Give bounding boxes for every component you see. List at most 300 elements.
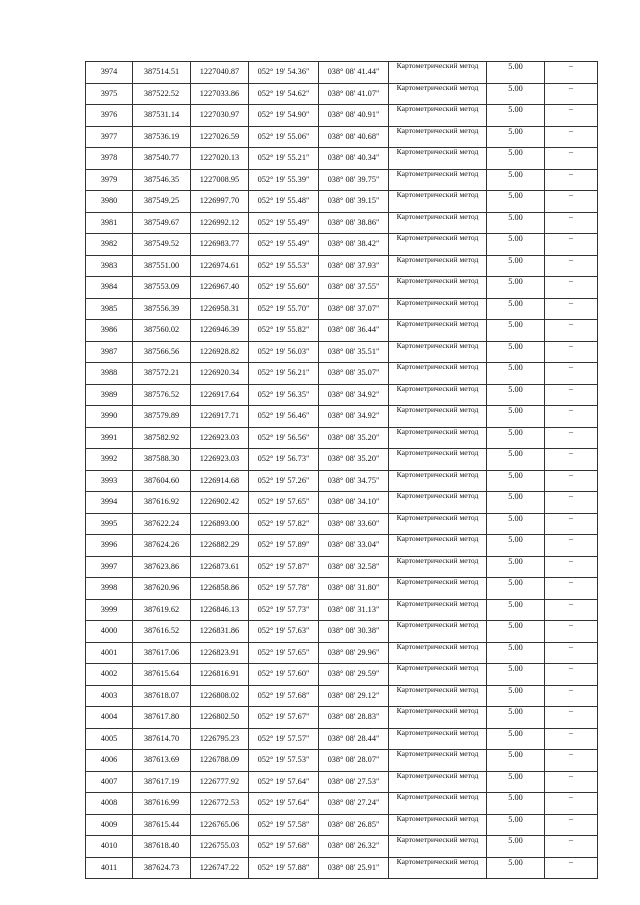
method-cell: Картометрический метод bbox=[389, 470, 487, 492]
coord-y-cell: 1226823.91 bbox=[191, 642, 249, 664]
table-row bbox=[86, 277, 598, 299]
point-number-cell: 3998 bbox=[86, 578, 133, 600]
accuracy-cell: 5.00 bbox=[487, 685, 545, 707]
table-row bbox=[86, 599, 598, 621]
method-cell: Картометрический метод bbox=[389, 664, 487, 686]
longitude-cell: 038° 08' 38.86" bbox=[319, 212, 389, 234]
method-cell: Картометрический метод bbox=[389, 535, 487, 557]
method-cell: Картометрический метод bbox=[389, 578, 487, 600]
latitude-cell: 052° 19' 57.26" bbox=[249, 470, 319, 492]
coord-x-cell: 387618.07 bbox=[133, 685, 191, 707]
accuracy-cell: 5.00 bbox=[487, 298, 545, 320]
accuracy-cell: 5.00 bbox=[487, 277, 545, 299]
latitude-cell: 052° 19' 57.73" bbox=[249, 599, 319, 621]
point-number-cell: 3997 bbox=[86, 556, 133, 578]
table-row bbox=[86, 449, 598, 471]
accuracy-cell: 5.00 bbox=[487, 449, 545, 471]
coord-y-cell: 1226967.40 bbox=[191, 277, 249, 299]
longitude-cell: 038° 08' 40.91" bbox=[319, 105, 389, 127]
note-cell: – bbox=[545, 728, 598, 750]
accuracy-cell: 5.00 bbox=[487, 836, 545, 858]
latitude-cell: 052° 19' 57.65" bbox=[249, 492, 319, 514]
method-cell: Картометрический метод bbox=[389, 341, 487, 363]
longitude-cell: 038° 08' 29.12" bbox=[319, 685, 389, 707]
latitude-cell: 052° 19' 57.68" bbox=[249, 685, 319, 707]
table-row bbox=[86, 470, 598, 492]
longitude-cell: 038° 08' 35.20" bbox=[319, 449, 389, 471]
table-row bbox=[86, 169, 598, 191]
point-number-cell: 3990 bbox=[86, 406, 133, 428]
method-cell: Картометрический метод bbox=[389, 255, 487, 277]
table-row bbox=[86, 642, 598, 664]
note-cell: – bbox=[545, 814, 598, 836]
accuracy-cell: 5.00 bbox=[487, 427, 545, 449]
point-number-cell: 4003 bbox=[86, 685, 133, 707]
method-cell: Картометрический метод bbox=[389, 105, 487, 127]
point-number-cell: 3986 bbox=[86, 320, 133, 342]
method-cell: Картометрический метод bbox=[389, 685, 487, 707]
method-cell: Картометрический метод bbox=[389, 427, 487, 449]
table-row bbox=[86, 212, 598, 234]
note-cell: – bbox=[545, 406, 598, 428]
accuracy-cell: 5.00 bbox=[487, 384, 545, 406]
note-cell: – bbox=[545, 750, 598, 772]
accuracy-cell: 5.00 bbox=[487, 255, 545, 277]
note-cell: – bbox=[545, 470, 598, 492]
point-number-cell: 3978 bbox=[86, 148, 133, 170]
note-cell: – bbox=[545, 384, 598, 406]
point-number-cell: 3980 bbox=[86, 191, 133, 213]
coord-x-cell: 387549.52 bbox=[133, 234, 191, 256]
table-row bbox=[86, 535, 598, 557]
coord-x-cell: 387615.44 bbox=[133, 814, 191, 836]
accuracy-cell: 5.00 bbox=[487, 578, 545, 600]
table-row bbox=[86, 793, 598, 815]
point-number-cell: 3982 bbox=[86, 234, 133, 256]
table-row bbox=[86, 728, 598, 750]
coord-y-cell: 1226917.71 bbox=[191, 406, 249, 428]
note-cell: – bbox=[545, 793, 598, 815]
accuracy-cell: 5.00 bbox=[487, 599, 545, 621]
table-row bbox=[86, 148, 598, 170]
note-cell: – bbox=[545, 234, 598, 256]
longitude-cell: 038° 08' 31.80" bbox=[319, 578, 389, 600]
table-row bbox=[86, 664, 598, 686]
longitude-cell: 038° 08' 28.44" bbox=[319, 728, 389, 750]
latitude-cell: 052° 19' 55.60" bbox=[249, 277, 319, 299]
point-number-cell: 4002 bbox=[86, 664, 133, 686]
accuracy-cell: 5.00 bbox=[487, 513, 545, 535]
point-number-cell: 4004 bbox=[86, 707, 133, 729]
coord-y-cell: 1227026.59 bbox=[191, 126, 249, 148]
latitude-cell: 052° 19' 57.65" bbox=[249, 642, 319, 664]
point-number-cell: 3991 bbox=[86, 427, 133, 449]
coord-y-cell: 1226917.64 bbox=[191, 384, 249, 406]
latitude-cell: 052° 19' 54.62" bbox=[249, 83, 319, 105]
accuracy-cell: 5.00 bbox=[487, 320, 545, 342]
method-cell: Картометрический метод bbox=[389, 277, 487, 299]
method-cell: Картометрический метод bbox=[389, 83, 487, 105]
method-cell: Картометрический метод bbox=[389, 148, 487, 170]
coord-y-cell: 1226958.31 bbox=[191, 298, 249, 320]
accuracy-cell: 5.00 bbox=[487, 664, 545, 686]
longitude-cell: 038° 08' 27.53" bbox=[319, 771, 389, 793]
method-cell: Картометрический метод bbox=[389, 513, 487, 535]
coord-y-cell: 1226992.12 bbox=[191, 212, 249, 234]
latitude-cell: 052° 19' 56.21" bbox=[249, 363, 319, 385]
method-cell: Картометрический метод bbox=[389, 728, 487, 750]
coord-x-cell: 387536.19 bbox=[133, 126, 191, 148]
latitude-cell: 052° 19' 57.88" bbox=[249, 857, 319, 879]
longitude-cell: 038° 08' 28.83" bbox=[319, 707, 389, 729]
coord-y-cell: 1226893.00 bbox=[191, 513, 249, 535]
accuracy-cell: 5.00 bbox=[487, 406, 545, 428]
table-row bbox=[86, 255, 598, 277]
longitude-cell: 038° 08' 31.13" bbox=[319, 599, 389, 621]
coord-x-cell: 387540.77 bbox=[133, 148, 191, 170]
table-row bbox=[86, 556, 598, 578]
note-cell: – bbox=[545, 105, 598, 127]
accuracy-cell: 5.00 bbox=[487, 814, 545, 836]
point-number-cell: 3979 bbox=[86, 169, 133, 191]
latitude-cell: 052° 19' 54.36" bbox=[249, 62, 319, 84]
accuracy-cell: 5.00 bbox=[487, 83, 545, 105]
coord-y-cell: 1227008.95 bbox=[191, 169, 249, 191]
coord-x-cell: 387623.86 bbox=[133, 556, 191, 578]
method-cell: Картометрический метод bbox=[389, 707, 487, 729]
latitude-cell: 052° 19' 55.21" bbox=[249, 148, 319, 170]
table-row bbox=[86, 384, 598, 406]
method-cell: Картометрический метод bbox=[389, 406, 487, 428]
coord-x-cell: 387546.35 bbox=[133, 169, 191, 191]
longitude-cell: 038° 08' 32.58" bbox=[319, 556, 389, 578]
coord-x-cell: 387616.92 bbox=[133, 492, 191, 514]
coord-y-cell: 1226788.09 bbox=[191, 750, 249, 772]
note-cell: – bbox=[545, 212, 598, 234]
longitude-cell: 038° 08' 36.44" bbox=[319, 320, 389, 342]
method-cell: Картометрический метод bbox=[389, 234, 487, 256]
table-row bbox=[86, 836, 598, 858]
point-number-cell: 3981 bbox=[86, 212, 133, 234]
coord-x-cell: 387620.96 bbox=[133, 578, 191, 600]
note-cell: – bbox=[545, 578, 598, 600]
table-row bbox=[86, 341, 598, 363]
latitude-cell: 052° 19' 57.64" bbox=[249, 771, 319, 793]
point-number-cell: 3996 bbox=[86, 535, 133, 557]
latitude-cell: 052° 19' 57.64" bbox=[249, 793, 319, 815]
coord-x-cell: 387553.09 bbox=[133, 277, 191, 299]
accuracy-cell: 5.00 bbox=[487, 728, 545, 750]
note-cell: – bbox=[545, 320, 598, 342]
accuracy-cell: 5.00 bbox=[487, 771, 545, 793]
accuracy-cell: 5.00 bbox=[487, 857, 545, 879]
coord-x-cell: 387556.39 bbox=[133, 298, 191, 320]
note-cell: – bbox=[545, 857, 598, 879]
accuracy-cell: 5.00 bbox=[487, 363, 545, 385]
table-row bbox=[86, 621, 598, 643]
longitude-cell: 038° 08' 35.20" bbox=[319, 427, 389, 449]
longitude-cell: 038° 08' 40.34" bbox=[319, 148, 389, 170]
coord-y-cell: 1226772.53 bbox=[191, 793, 249, 815]
coord-y-cell: 1226873.61 bbox=[191, 556, 249, 578]
latitude-cell: 052° 19' 57.63" bbox=[249, 621, 319, 643]
method-cell: Картометрический метод bbox=[389, 492, 487, 514]
accuracy-cell: 5.00 bbox=[487, 750, 545, 772]
coord-y-cell: 1226920.34 bbox=[191, 363, 249, 385]
longitude-cell: 038° 08' 37.93" bbox=[319, 255, 389, 277]
point-number-cell: 3985 bbox=[86, 298, 133, 320]
longitude-cell: 038° 08' 33.04" bbox=[319, 535, 389, 557]
method-cell: Картометрический метод bbox=[389, 621, 487, 643]
table-row bbox=[86, 578, 598, 600]
method-cell: Картометрический метод bbox=[389, 814, 487, 836]
accuracy-cell: 5.00 bbox=[487, 707, 545, 729]
coord-x-cell: 387588.30 bbox=[133, 449, 191, 471]
longitude-cell: 038° 08' 34.92" bbox=[319, 384, 389, 406]
method-cell: Картометрический метод bbox=[389, 750, 487, 772]
table-row bbox=[86, 62, 598, 84]
latitude-cell: 052° 19' 57.58" bbox=[249, 814, 319, 836]
latitude-cell: 052° 19' 56.46" bbox=[249, 406, 319, 428]
table-row bbox=[86, 707, 598, 729]
longitude-cell: 038° 08' 37.55" bbox=[319, 277, 389, 299]
latitude-cell: 052° 19' 55.82" bbox=[249, 320, 319, 342]
table-row bbox=[86, 750, 598, 772]
note-cell: – bbox=[545, 298, 598, 320]
coord-y-cell: 1226808.02 bbox=[191, 685, 249, 707]
table-row bbox=[86, 105, 598, 127]
point-number-cell: 4009 bbox=[86, 814, 133, 836]
longitude-cell: 038° 08' 34.10" bbox=[319, 492, 389, 514]
longitude-cell: 038° 08' 28.07" bbox=[319, 750, 389, 772]
coord-y-cell: 1226983.77 bbox=[191, 234, 249, 256]
coord-x-cell: 387613.69 bbox=[133, 750, 191, 772]
accuracy-cell: 5.00 bbox=[487, 169, 545, 191]
method-cell: Картометрический метод bbox=[389, 449, 487, 471]
point-number-cell: 3988 bbox=[86, 363, 133, 385]
coord-y-cell: 1226882.29 bbox=[191, 535, 249, 557]
point-number-cell: 3995 bbox=[86, 513, 133, 535]
method-cell: Картометрический метод bbox=[389, 298, 487, 320]
coord-x-cell: 387622.24 bbox=[133, 513, 191, 535]
point-number-cell: 3977 bbox=[86, 126, 133, 148]
latitude-cell: 052° 19' 55.53" bbox=[249, 255, 319, 277]
coord-y-cell: 1226997.70 bbox=[191, 191, 249, 213]
latitude-cell: 052° 19' 57.68" bbox=[249, 836, 319, 858]
coord-y-cell: 1227033.86 bbox=[191, 83, 249, 105]
method-cell: Картометрический метод bbox=[389, 212, 487, 234]
method-cell: Картометрический метод bbox=[389, 191, 487, 213]
point-number-cell: 3976 bbox=[86, 105, 133, 127]
longitude-cell: 038° 08' 26.32" bbox=[319, 836, 389, 858]
latitude-cell: 052° 19' 57.57" bbox=[249, 728, 319, 750]
coord-y-cell: 1226974.61 bbox=[191, 255, 249, 277]
coordinates-table bbox=[85, 61, 598, 879]
table-row bbox=[86, 857, 598, 879]
longitude-cell: 038° 08' 29.59" bbox=[319, 664, 389, 686]
coord-y-cell: 1226802.50 bbox=[191, 707, 249, 729]
longitude-cell: 038° 08' 26.85" bbox=[319, 814, 389, 836]
method-cell: Картометрический метод bbox=[389, 363, 487, 385]
accuracy-cell: 5.00 bbox=[487, 341, 545, 363]
longitude-cell: 038° 08' 33.60" bbox=[319, 513, 389, 535]
method-cell: Картометрический метод bbox=[389, 556, 487, 578]
method-cell: Картометрический метод bbox=[389, 599, 487, 621]
coord-x-cell: 387549.25 bbox=[133, 191, 191, 213]
table-row bbox=[86, 406, 598, 428]
accuracy-cell: 5.00 bbox=[487, 535, 545, 557]
point-number-cell: 4010 bbox=[86, 836, 133, 858]
coord-x-cell: 387566.56 bbox=[133, 341, 191, 363]
method-cell: Картометрический метод bbox=[389, 771, 487, 793]
accuracy-cell: 5.00 bbox=[487, 621, 545, 643]
coord-y-cell: 1226765.06 bbox=[191, 814, 249, 836]
accuracy-cell: 5.00 bbox=[487, 126, 545, 148]
latitude-cell: 052° 19' 55.70" bbox=[249, 298, 319, 320]
note-cell: – bbox=[545, 191, 598, 213]
longitude-cell: 038° 08' 39.15" bbox=[319, 191, 389, 213]
point-number-cell: 4005 bbox=[86, 728, 133, 750]
accuracy-cell: 5.00 bbox=[487, 234, 545, 256]
coord-y-cell: 1226923.03 bbox=[191, 427, 249, 449]
coord-x-cell: 387617.19 bbox=[133, 771, 191, 793]
coord-x-cell: 387619.62 bbox=[133, 599, 191, 621]
table-row bbox=[86, 363, 598, 385]
coord-y-cell: 1226795.23 bbox=[191, 728, 249, 750]
coord-x-cell: 387617.06 bbox=[133, 642, 191, 664]
note-cell: – bbox=[545, 513, 598, 535]
latitude-cell: 052° 19' 56.73" bbox=[249, 449, 319, 471]
note-cell: – bbox=[545, 277, 598, 299]
point-number-cell: 3987 bbox=[86, 341, 133, 363]
table-row bbox=[86, 427, 598, 449]
coord-x-cell: 387624.26 bbox=[133, 535, 191, 557]
table-row bbox=[86, 685, 598, 707]
latitude-cell: 052° 19' 56.35" bbox=[249, 384, 319, 406]
coord-x-cell: 387614.70 bbox=[133, 728, 191, 750]
coord-x-cell: 387551.00 bbox=[133, 255, 191, 277]
coord-y-cell: 1226846.13 bbox=[191, 599, 249, 621]
coord-y-cell: 1226816.91 bbox=[191, 664, 249, 686]
note-cell: – bbox=[545, 599, 598, 621]
coord-x-cell: 387617.80 bbox=[133, 707, 191, 729]
latitude-cell: 052° 19' 56.03" bbox=[249, 341, 319, 363]
coord-x-cell: 387582.92 bbox=[133, 427, 191, 449]
method-cell: Картометрический метод bbox=[389, 169, 487, 191]
latitude-cell: 052° 19' 55.06" bbox=[249, 126, 319, 148]
latitude-cell: 052° 19' 54.90" bbox=[249, 105, 319, 127]
note-cell: – bbox=[545, 535, 598, 557]
longitude-cell: 038° 08' 38.42" bbox=[319, 234, 389, 256]
coord-x-cell: 387615.64 bbox=[133, 664, 191, 686]
longitude-cell: 038° 08' 30.38" bbox=[319, 621, 389, 643]
method-cell: Картометрический метод bbox=[389, 320, 487, 342]
longitude-cell: 038° 08' 34.75" bbox=[319, 470, 389, 492]
latitude-cell: 052° 19' 57.67" bbox=[249, 707, 319, 729]
accuracy-cell: 5.00 bbox=[487, 191, 545, 213]
table-row bbox=[86, 83, 598, 105]
note-cell: – bbox=[545, 169, 598, 191]
longitude-cell: 038° 08' 29.96" bbox=[319, 642, 389, 664]
coord-y-cell: 1227040.87 bbox=[191, 62, 249, 84]
coord-y-cell: 1226902.42 bbox=[191, 492, 249, 514]
longitude-cell: 038° 08' 40.68" bbox=[319, 126, 389, 148]
point-number-cell: 4011 bbox=[86, 857, 133, 879]
longitude-cell: 038° 08' 41.07" bbox=[319, 83, 389, 105]
coord-y-cell: 1226777.92 bbox=[191, 771, 249, 793]
point-number-cell: 4007 bbox=[86, 771, 133, 793]
method-cell: Картометрический метод bbox=[389, 62, 487, 84]
coord-y-cell: 1227020.13 bbox=[191, 148, 249, 170]
note-cell: – bbox=[545, 685, 598, 707]
table-body bbox=[86, 62, 598, 879]
coord-x-cell: 387624.73 bbox=[133, 857, 191, 879]
point-number-cell: 3994 bbox=[86, 492, 133, 514]
point-number-cell: 3984 bbox=[86, 277, 133, 299]
coord-x-cell: 387579.89 bbox=[133, 406, 191, 428]
longitude-cell: 038° 08' 25.91" bbox=[319, 857, 389, 879]
coord-x-cell: 387616.52 bbox=[133, 621, 191, 643]
point-number-cell: 3975 bbox=[86, 83, 133, 105]
longitude-cell: 038° 08' 37.07" bbox=[319, 298, 389, 320]
coord-x-cell: 387522.52 bbox=[133, 83, 191, 105]
note-cell: – bbox=[545, 449, 598, 471]
coord-y-cell: 1226747.22 bbox=[191, 857, 249, 879]
point-number-cell: 3992 bbox=[86, 449, 133, 471]
point-number-cell: 3983 bbox=[86, 255, 133, 277]
latitude-cell: 052° 19' 55.49" bbox=[249, 234, 319, 256]
longitude-cell: 038° 08' 39.75" bbox=[319, 169, 389, 191]
coord-y-cell: 1226831.86 bbox=[191, 621, 249, 643]
accuracy-cell: 5.00 bbox=[487, 470, 545, 492]
latitude-cell: 052° 19' 57.82" bbox=[249, 513, 319, 535]
method-cell: Картометрический метод bbox=[389, 836, 487, 858]
coord-x-cell: 387514.51 bbox=[133, 62, 191, 84]
latitude-cell: 052° 19' 55.48" bbox=[249, 191, 319, 213]
coord-x-cell: 387616.99 bbox=[133, 793, 191, 815]
latitude-cell: 052° 19' 56.56" bbox=[249, 427, 319, 449]
accuracy-cell: 5.00 bbox=[487, 62, 545, 84]
method-cell: Картометрический метод bbox=[389, 793, 487, 815]
latitude-cell: 052° 19' 57.87" bbox=[249, 556, 319, 578]
coord-x-cell: 387549.67 bbox=[133, 212, 191, 234]
latitude-cell: 052° 19' 55.39" bbox=[249, 169, 319, 191]
longitude-cell: 038° 08' 41.44" bbox=[319, 62, 389, 84]
coord-y-cell: 1226914.68 bbox=[191, 470, 249, 492]
table-row bbox=[86, 492, 598, 514]
coord-y-cell: 1227030.97 bbox=[191, 105, 249, 127]
coord-y-cell: 1226928.82 bbox=[191, 341, 249, 363]
longitude-cell: 038° 08' 35.07" bbox=[319, 363, 389, 385]
method-cell: Картометрический метод bbox=[389, 642, 487, 664]
accuracy-cell: 5.00 bbox=[487, 105, 545, 127]
point-number-cell: 3974 bbox=[86, 62, 133, 84]
longitude-cell: 038° 08' 34.92" bbox=[319, 406, 389, 428]
latitude-cell: 052° 19' 57.53" bbox=[249, 750, 319, 772]
accuracy-cell: 5.00 bbox=[487, 642, 545, 664]
method-cell: Картометрический метод bbox=[389, 857, 487, 879]
coord-x-cell: 387531.14 bbox=[133, 105, 191, 127]
coord-x-cell: 387572.21 bbox=[133, 363, 191, 385]
accuracy-cell: 5.00 bbox=[487, 556, 545, 578]
point-number-cell: 4006 bbox=[86, 750, 133, 772]
point-number-cell: 4008 bbox=[86, 793, 133, 815]
coord-y-cell: 1226755.03 bbox=[191, 836, 249, 858]
table-row bbox=[86, 191, 598, 213]
coord-y-cell: 1226858.86 bbox=[191, 578, 249, 600]
accuracy-cell: 5.00 bbox=[487, 492, 545, 514]
coord-y-cell: 1226946.39 bbox=[191, 320, 249, 342]
